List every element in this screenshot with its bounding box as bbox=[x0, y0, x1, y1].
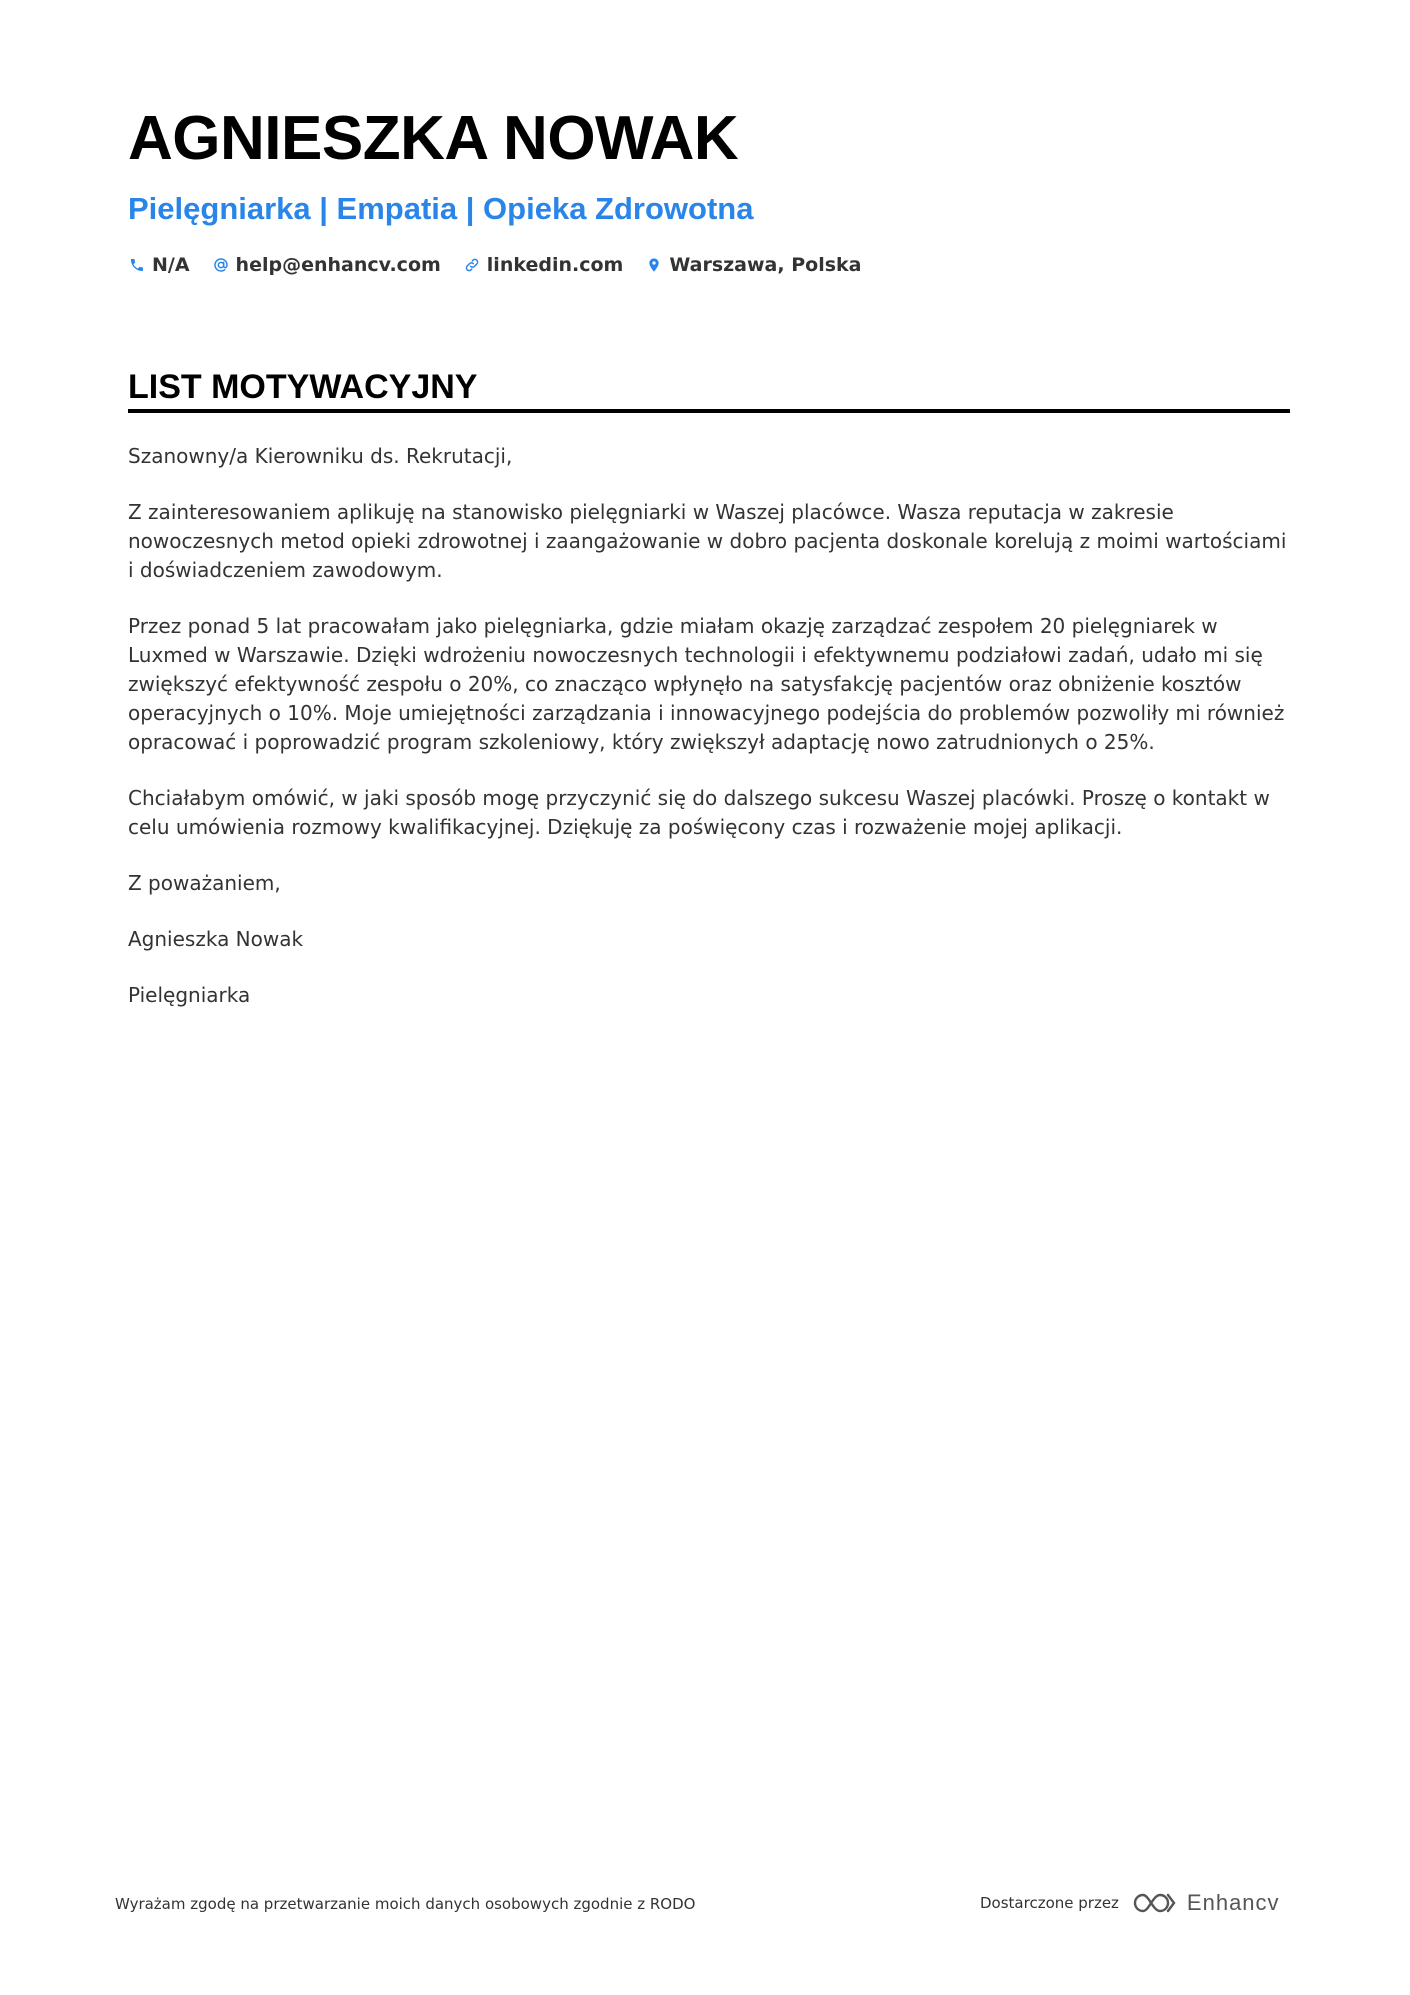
candidate-name: AGNIESZKA NOWAK bbox=[128, 104, 739, 173]
contact-phone-text: N/A bbox=[152, 254, 190, 276]
contact-email[interactable] bbox=[212, 254, 441, 276]
letter-paragraph: Chciałabym omówić, w jaki sposób mogę przyczynić się do dalszego sukcesu Waszej placówki. Proszę o kontakt w celu umówienia rozmowy kwalifikacyjnej. Dziękuję za poświęcony czas i rozważenie mojej aplikacji. bbox=[128, 786, 1270, 839]
contact-linkedin[interactable] bbox=[463, 254, 624, 276]
section-divider bbox=[128, 409, 1290, 413]
letter-paragraph: Z zainteresowaniem aplikuję na stanowisko pielęgniarki w Waszej placówce. Wasza reputacja w zakresie nowoczesnych metod opieki zdrowotnej i zaangażowanie w dobro pacjenta doskonale korelują z moimi wartościami i doświadczeniem zawodowym. bbox=[128, 500, 1287, 582]
powered-by-label: Dostarczone przez bbox=[980, 1894, 1119, 1912]
phone-icon bbox=[128, 256, 146, 274]
contact-email-text[interactable]: help@enhancv.com bbox=[235, 254, 441, 276]
contact-linkedin-text[interactable]: linkedin.com bbox=[486, 254, 624, 276]
contact-bar bbox=[128, 254, 883, 276]
brand-footer[interactable] bbox=[980, 1890, 1290, 1916]
letter-body bbox=[128, 442, 1290, 1037]
section-title: LIST MOTYWACYJNY bbox=[128, 368, 478, 406]
contact-phone bbox=[128, 254, 190, 276]
letter-greeting: Szanowny/a Kierowniku ds. Rekrutacji, bbox=[128, 444, 513, 468]
candidate-subtitle: Pielęgniarka | Empatia | Opieka Zdrowotna bbox=[128, 191, 754, 226]
enhancv-logo-icon bbox=[1131, 1891, 1177, 1915]
link-icon bbox=[463, 256, 481, 274]
letter-paragraph: Przez ponad 5 lat pracowałam jako pielęgniarka, gdzie miałam okazję zarządzać zespołem 20 pielęgniarek w Luxmed w Warszawie. Dzięki wdrożeniu nowoczesnych technologii i efektywnemu podziałowi zadań, udało mi się zwiększyć efektywność zespołu o 20%, co znacząco wpłynęło na satysfakcję pacjentów oraz obniżenie kosztów operacyjnych o 10%. Moje umiejętności zarządzania i innowacyjnego podejścia do problemów pozwoliły mi również opracować i poprowadzić program szkoleniowy, który zwiększył adaptację nowo zatrudnionych o 25%. bbox=[128, 614, 1285, 754]
contact-location bbox=[645, 254, 861, 276]
contact-location-text: Warszawa, Polska bbox=[669, 254, 862, 276]
signature-title: Pielęgniarka bbox=[128, 983, 251, 1007]
signature-name: Agnieszka Nowak bbox=[128, 927, 304, 951]
location-pin-icon bbox=[645, 256, 663, 274]
enhancv-logo-text: Enhancv bbox=[1186, 1890, 1280, 1915]
at-icon bbox=[212, 256, 230, 274]
letter-closing: Z poważaniem, bbox=[128, 871, 281, 895]
gdpr-consent: Wyrażam zgodę na przetwarzanie moich danych osobowych zgodnie z RODO bbox=[115, 1895, 696, 1913]
